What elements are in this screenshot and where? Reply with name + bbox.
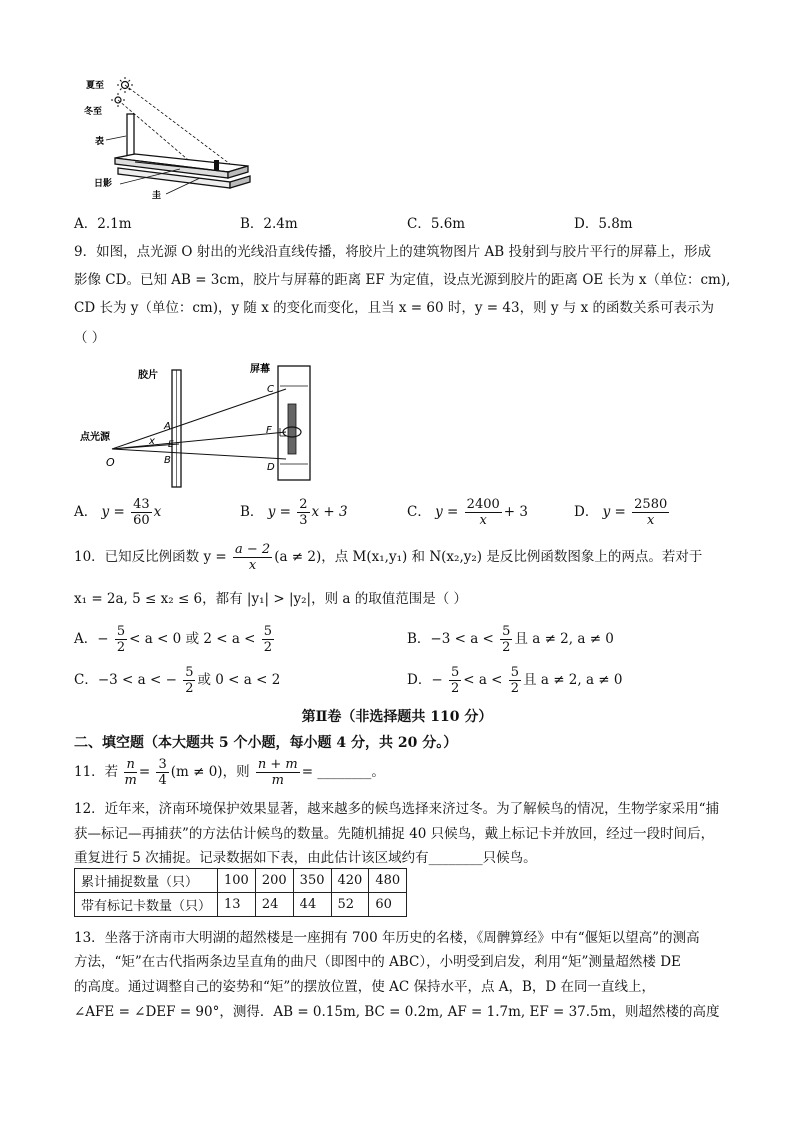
table-row — [75, 869, 407, 893]
q13-line-1: 13．坐落于济南市大明湖的超然楼是一座拥有 700 年历史的名楼，《周髀算经》中有“偃矩以望高”的测高 — [74, 930, 700, 946]
q9-option-b[interactable]: B． y = $\frac{2}{3}$ x + 3 — [240, 497, 348, 528]
point-o-label: O — [106, 456, 115, 469]
q11-line: 11．若 $\frac{n}{m}$ = $\frac{3}{4}$ (m ≠ 0)，则 $\frac{n + m}{m}$ = ________。 — [74, 757, 385, 788]
shadow-label: 日影 — [94, 179, 113, 189]
point-a-label: A — [164, 421, 171, 432]
table-row — [75, 893, 407, 917]
q12-line-3: 重复进行 5 次捕捉。记录数据如下表，由此估计该区域约有________只候鸟。 — [74, 850, 537, 866]
table-cell: 44 — [293, 893, 331, 917]
scale-label: 圭 — [152, 191, 162, 201]
q13-line-4: ∠AFE = ∠DEF = 90°，测得．AB = 0.15m, BC = 0.2m, AF = 1.7m, EF = 37.5m，则超然楼的高度 — [74, 1004, 720, 1020]
q9-line-3: CD 长为 y（单位：cm)，y 随 x 的变化而变化，且当 x = 60 时，y = 43，则 y 与 x 的函数关系可表示为 — [74, 300, 714, 316]
q8-option-d[interactable]: D．5.8m — [574, 216, 633, 232]
point-b-label: B — [164, 455, 171, 466]
table-cell: 350 — [293, 869, 331, 893]
q10-line-2: x₁ = 2a, 5 ≤ x₂ ≤ 6，都有 |y₁| > |y₂|，则 a 的取值范围是（ ） — [74, 591, 468, 607]
table-cell: 420 — [331, 869, 369, 893]
point-d-label: D — [267, 462, 275, 473]
section-2-title: 第Ⅱ卷（非选择题共 110 分） — [301, 709, 493, 725]
q10-option-b[interactable]: B．−3 < a < $\frac{5}{2}$ 且 a ≠ 2, a ≠ 0 — [407, 624, 614, 655]
q12-line-2: 获—标记—再捕获”的方法估计候鸟的数量。先随机捕捉 40 只候鸟，戴上标记卡并放回，经过一段时间后， — [74, 826, 715, 842]
fill-in-header: 二、填空题（本大题共 5 个小题，每小题 4 分，共 20 分。） — [74, 735, 458, 751]
q9-option-a[interactable]: A． y = $\frac{43}{60}$ x — [74, 497, 162, 528]
q8-option-a[interactable]: A．2.1m — [74, 216, 132, 232]
point-f-label: F — [266, 425, 272, 436]
q9-option-c[interactable]: C． y = $\frac{2400}{x}$ + 3 — [407, 497, 528, 528]
table-cell: 52 — [331, 893, 369, 917]
q13-line-3: 的高度。通过调整自己的姿势和“矩”的摆放位置，使 AC 保持水平，点 A，B，D 在同一直线上， — [74, 979, 656, 995]
q8-option-c[interactable]: C．5.6m — [407, 216, 466, 232]
q9-option-d[interactable]: D． y = $\frac{2580}{x}$ — [574, 497, 668, 528]
table-cell: 13 — [218, 893, 256, 917]
q10-option-c[interactable]: C．−3 < a < − $\frac{5}{2}$ 或 0 < a < 2 — [74, 665, 281, 696]
q9-line-2: 影像 CD。已知 AB = 3cm，胶片与屏幕的距离 EF 为定值，设点光源到胶片的距离 OE 长为 x（单位：cm), — [74, 272, 731, 288]
table-cell: 100 — [218, 869, 256, 893]
film-label: 胶片 — [138, 370, 158, 381]
q9-answer-paren: （ ） — [74, 330, 106, 346]
capture-table — [74, 868, 407, 917]
table-cell: 60 — [369, 893, 407, 917]
sundial-figure — [80, 74, 255, 204]
table-row-label: 累计捕捉数量（只） — [75, 869, 218, 893]
q12-line-1: 12．近年来，济南环境保护效果显著，越来越多的候鸟选择来济过冬。为了解候鸟的情况，生物学家采用“捕 — [74, 801, 720, 817]
q13-line-2: 方法，“矩”在古代指两条边呈直角的曲尺（即图中的 ABC），小明受到启发，利用“矩”测量超然楼 DE — [74, 954, 681, 970]
q9-line-1: 9．如图，点光源 O 射出的光线沿直线传播，将胶片上的建筑物图片 AB 投射到与胶片平行的屏幕上，形成 — [74, 244, 711, 260]
table-cell: 480 — [369, 869, 407, 893]
projection-figure — [80, 356, 320, 491]
summer-label: 夏至 — [86, 81, 105, 91]
q10-option-a[interactable]: A．− $\frac{5}{2}$ < a < 0 或 2 < a < $\frac{5}{2}$ — [74, 624, 273, 655]
x-label: x — [149, 436, 155, 447]
q8-option-b[interactable]: B．2.4m — [240, 216, 298, 232]
table-row-label: 带有标记卡数量（只） — [75, 893, 218, 917]
table-cell: 200 — [255, 869, 293, 893]
source-label: 点光源 — [80, 432, 110, 443]
point-c-label: C — [267, 384, 274, 395]
q10-option-d[interactable]: D．− $\frac{5}{2}$ < a < $\frac{5}{2}$ 且 a ≠ 2, a ≠ 0 — [407, 665, 623, 696]
screen-label: 屏幕 — [250, 364, 270, 375]
q10-line-1: 10．已知反比例函数 y = $\frac{a - 2}{x}$ (a ≠ 2)，点 M(x₁,y₁) 和 N(x₂,y₂) 是反比例函数图象上的两点。若对于 — [74, 542, 703, 573]
winter-label: 冬至 — [84, 107, 103, 117]
gnomon-label: 表 — [95, 137, 105, 147]
point-e-label: E — [168, 440, 174, 450]
table-cell: 24 — [255, 893, 293, 917]
